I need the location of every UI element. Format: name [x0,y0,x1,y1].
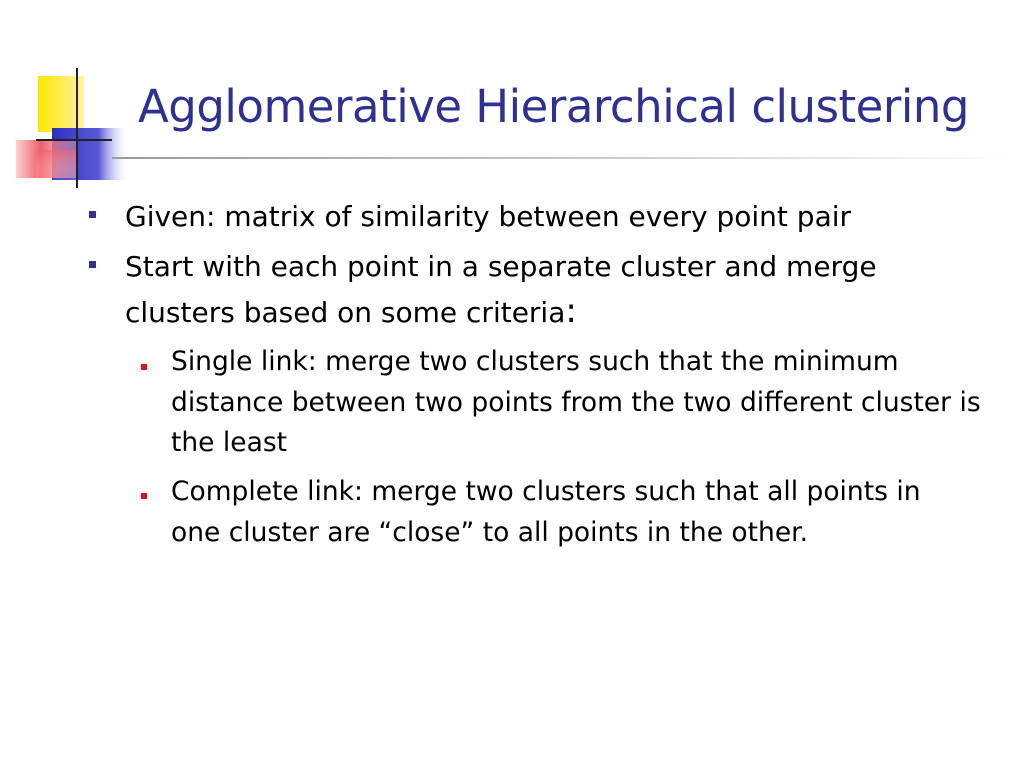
bullet-text: Given: matrix of similarity between every point pair [125,200,852,233]
sub-bullet-marker [141,364,147,370]
title-underline [112,157,1024,159]
bullet-trailing-colon: : [565,291,577,331]
bullet-item [125,244,955,335]
bullet-text: Start with each point in a separate cluster and merge clusters based on some criteria [125,250,877,329]
bullet-marker [89,261,96,268]
slide-title: Agglomerative Hierarchical clustering [138,80,969,133]
bullet-marker [89,211,96,218]
sub-bullet-marker [141,493,147,499]
bullet-item [125,194,985,239]
sub-bullet-item [171,472,961,553]
office-theme-logo-icon [0,0,140,200]
sub-bullet-text: Single link: merge two clusters such that the minimum distance between two points from the two different cluster is the least [171,346,981,458]
sub-bullet-text: Complete link: merge two clusters such that all points in one cluster are “close” to all points in the other. [171,476,921,548]
sub-bullet-item [171,342,1001,464]
